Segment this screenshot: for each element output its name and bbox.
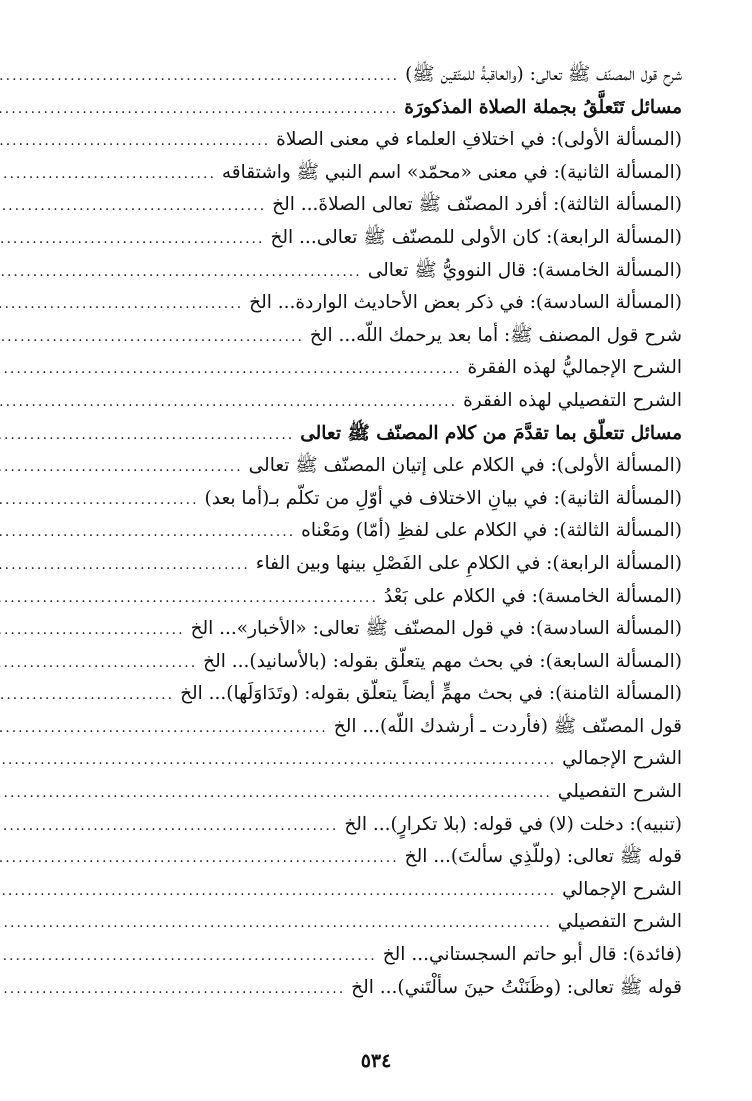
toc-entry-title: (المسألة الخامسة): في الكلام على بَعْدُ (383, 585, 682, 607)
toc-entry-title: (المسألة الأولى): في اختلافِ العلماء في معنى الصلاة (276, 129, 682, 151)
toc-entry (70, 357, 682, 390)
toc-entry (70, 227, 682, 260)
dot-leader (0, 590, 378, 606)
dot-leader (0, 361, 461, 377)
toc-entry-title: الشرح التفصيلي (557, 781, 682, 803)
dot-leader (0, 785, 552, 801)
toc-entry (70, 292, 682, 325)
toc-entry-title: الشرح الإجمالي (562, 878, 682, 900)
toc-entry-title: (المسألة الخامسة): قال النوويُّ ﷺ تعالى (367, 259, 682, 281)
toc-entry (70, 879, 682, 912)
toc-entry-title: (المسألة الثانية): في معنى «محمّد» اسم النبي ﷺ واشتقاقه (221, 161, 682, 183)
toc-entry-title: (المسألة الثالثة): أفرد المصنّف ﷺ تعالى الصلاةَ... الخ (272, 194, 682, 216)
dot-leader (0, 981, 345, 997)
toc-entry-title: الشرح الإجمالي (562, 748, 682, 770)
dot-leader (0, 198, 266, 214)
dot-leader (0, 883, 556, 899)
toc-entry-title: (المسألة السادسة): في ذكر بعض الأحاديث الواردة... الخ (249, 292, 682, 314)
dot-leader (0, 68, 399, 84)
toc-entry-title: (المسألة الرابعة): كان الأولى للمصنّف ﷺ تعالى... الخ (270, 226, 682, 248)
dot-leader (0, 687, 174, 703)
dot-leader (0, 231, 264, 247)
toc-entry (70, 814, 682, 847)
toc-entry (70, 64, 682, 97)
toc-entry-title: شرح قول المصنف ﷺ: أما بعد يرحمك اللّه... الخ (309, 324, 682, 346)
toc-entry (70, 488, 682, 521)
toc-entry-title: (المسألة الأولى): في الكلام على إتيان المصنّف ﷺ تعالى (248, 455, 682, 477)
dot-leader (0, 394, 457, 410)
toc-entry (70, 618, 682, 651)
toc-entry-title: (المسألة السادسة): في قول المصنّف ﷺ تعالى: «الأخبار»... الخ (190, 618, 682, 640)
dot-leader (0, 101, 398, 117)
toc-entry (70, 716, 682, 749)
dot-leader (0, 459, 243, 475)
toc-entry-title: قوله ﷺ تعالى: (وظَنَنْتُ حينَ سألْتَني)... الخ (351, 976, 682, 998)
toc-entry-title: قوله ﷺ تعالى: (وللّذِي سألتَ)... الخ (404, 846, 682, 868)
toc-section-heading: مسائل تَتَعلَّقُ بجملة الصلاة المذكورَة (404, 96, 682, 118)
toc-entry (70, 683, 682, 716)
toc-entry (70, 455, 682, 488)
toc-entry-title: الشرح التفصيلي لهذه الفقرة (463, 389, 682, 411)
toc-entry-title: (المسألة الثانية): في بيانِ الاختلاف في أوّلِ من تكلّم بـ(أما بعد) (204, 487, 682, 509)
toc-entry-title: (المسألة الثامنة): في بحث مهمٍّ أيضاً يتعلّق بقوله: (وتَدَاوَلَها)... الخ (180, 683, 682, 705)
dot-leader (0, 492, 199, 508)
toc-entry (70, 520, 682, 553)
toc-entry-title: (فائدة): قال أبو حاتم السجستاني... الخ (382, 944, 682, 966)
dot-leader (0, 720, 328, 736)
dot-leader (0, 850, 399, 866)
dot-leader (0, 557, 250, 573)
dot-leader (0, 752, 556, 768)
toc-entry (70, 194, 682, 227)
dot-leader (0, 264, 362, 280)
toc-entry-title: (تنبيه): دخلت (لا) في قوله: (بلا تكرارٍ)... الخ (344, 813, 682, 835)
dot-leader (0, 622, 185, 638)
toc-entry (70, 748, 682, 781)
dot-leader (0, 818, 338, 834)
dot-leader (0, 133, 270, 149)
toc-entry-title: الشرح التفصيلي (557, 911, 682, 933)
toc-entry-title: الشرح الإجماليُّ لهذه الفقرة (467, 357, 682, 379)
toc-entry (70, 911, 682, 944)
toc-entry (70, 781, 682, 814)
toc-entry (70, 846, 682, 879)
toc-entry (70, 423, 682, 456)
table-of-contents (70, 64, 682, 1009)
toc-entry-title: (المسألة الثالثة): في الكلام على لفظِ (أمّا) ومَعْناه (301, 520, 682, 542)
dot-leader (0, 948, 377, 964)
toc-entry (70, 553, 682, 586)
toc-entry-title: (المسألة السابعة): في بحث مهم يتعلّق بقوله: (بالأسانيد)... الخ (203, 650, 682, 672)
toc-entry (70, 325, 682, 358)
toc-entry (70, 162, 682, 195)
toc-entry (70, 129, 682, 162)
toc-entry (70, 977, 682, 1010)
dot-leader (0, 166, 216, 182)
dot-leader (0, 427, 294, 443)
toc-entry (70, 260, 682, 293)
toc-entry-title: شرح قول المصنّف ﷺ تعالى: (والعاقبةُ للمتّقين ﷺ) (405, 64, 682, 85)
toc-entry (70, 651, 682, 684)
dot-leader (0, 329, 304, 345)
dot-leader (0, 915, 552, 931)
toc-entry (70, 586, 682, 619)
dot-leader (0, 655, 197, 671)
page-number: ٥٣٤ (360, 1050, 392, 1072)
toc-entry (70, 390, 682, 423)
toc-section-heading: مسائل تتعلّق بما تقدَّمَ من كلام المصنّف ﷺ تعالى (300, 422, 682, 444)
toc-entry (70, 97, 682, 130)
toc-entry-title: (المسألة الرابعة): في الكلامِ على الفَصْلِ بينها وبين الفاء (255, 552, 682, 574)
dot-leader (0, 524, 295, 540)
dot-leader (0, 296, 243, 312)
toc-entry-title: قول المصنّف ﷺ (فأردت ـ أرشدك اللّه)... الخ (333, 715, 682, 737)
toc-entry (70, 944, 682, 977)
